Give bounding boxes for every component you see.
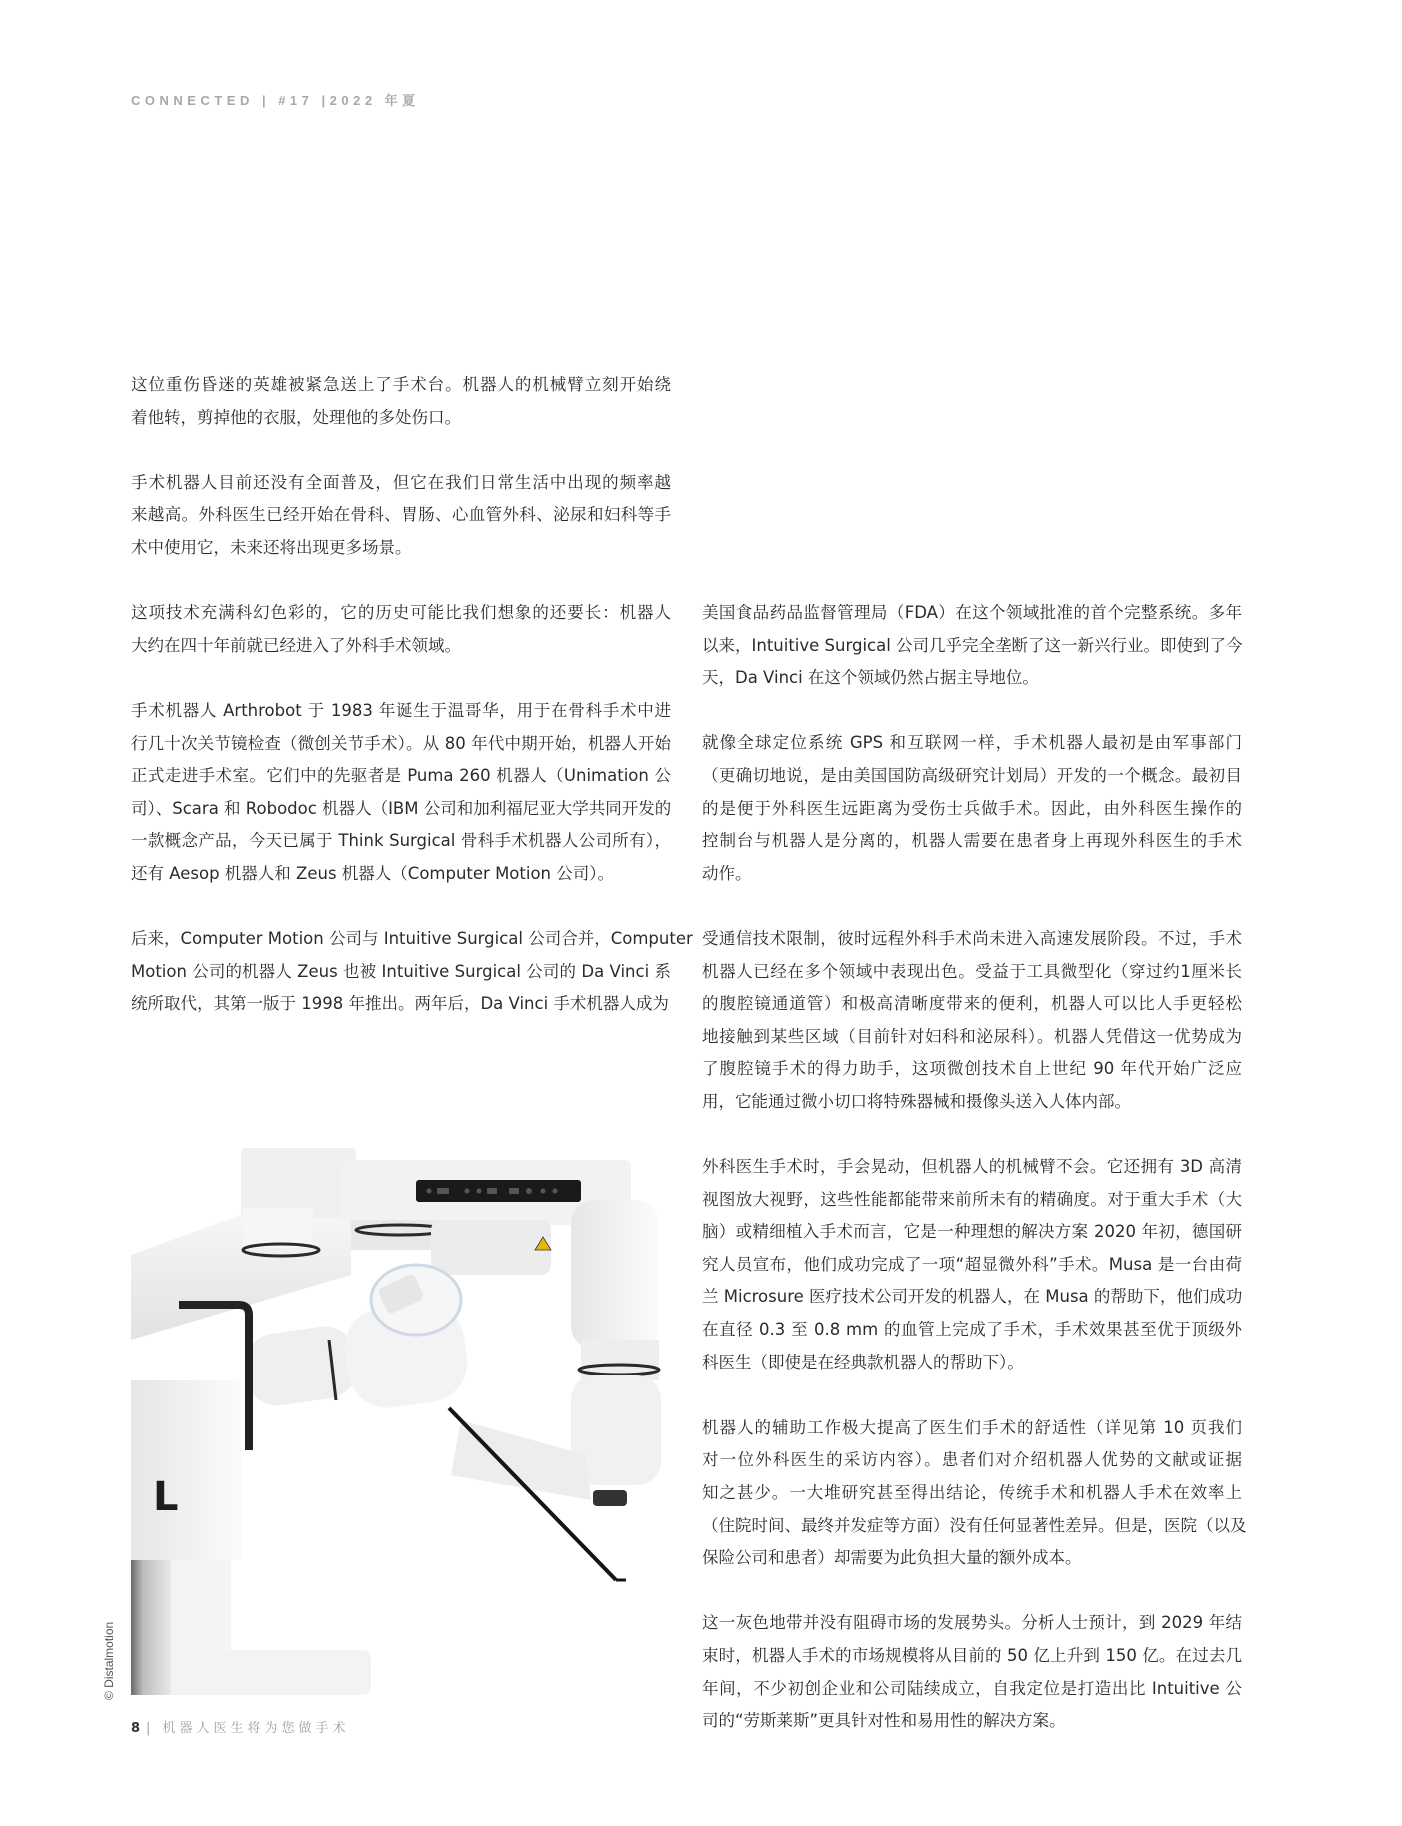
text-line: 机器人已经在多个领域中表现出色。受益于工具微型化（穿过约1厘米长: [702, 961, 1242, 981]
text-line: 大约在四十年前就已经进入了外科手术领域。: [131, 635, 461, 655]
left-column: [131, 369, 693, 1053]
text-line: 地接触到某些区域（目前针对妇科和泌尿科）。机器人凭借这一优势成为: [702, 1026, 1242, 1046]
paragraph: [131, 923, 693, 1021]
text-line: Motion 公司的机器人 Zeus 也被 Intuitive Surgical 公司的 Da Vinci 系: [131, 961, 671, 981]
text-line: 这项技术充满科幻色彩的，它的历史可能比我们想象的还要长：机器人: [131, 603, 671, 623]
paragraph: [702, 1607, 1242, 1737]
text-line: 了腹腔镜手术的得力助手，这项微创技术自上世纪 90 年代开始广泛应: [702, 1059, 1242, 1079]
text-line: （住院时间、最终并发症等方面）没有任何显著性差异。但是，医院（以及: [702, 1515, 1247, 1535]
paragraph: [702, 1151, 1242, 1379]
text-line: 术中使用它，未来还将出现更多场景。: [131, 537, 412, 557]
text-line: 用，它能通过微小切口将特殊器械和摄像头送入人体内部。: [702, 1091, 1131, 1111]
photo-credit: © Distalmotion: [102, 1621, 116, 1700]
text-line: 对一位外科医生的采访内容）。患者们对介绍机器人优势的文献或证据: [702, 1450, 1242, 1470]
text-line: 受通信技术限制，彼时远程外科手术尚未进入高速发展阶段。不过，手术: [702, 928, 1242, 948]
text-line: 司的“劳斯莱斯”更具针对性和易用性的解决方案。: [702, 1711, 1066, 1731]
section-title: 机器人医生将为您做手术: [162, 1721, 350, 1736]
text-line: 就像全球定位系统 GPS 和互联网一样，手术机器人最初是由军事部门: [702, 733, 1242, 753]
text-line: 在直径 0.3 至 0.8 mm 的血管上完成了手术，手术效果甚至优于顶级外: [702, 1320, 1242, 1340]
text-line: 科医生（即使是在经典款机器人的帮助下）。: [702, 1352, 1024, 1372]
text-line: 还有 Aesop 机器人和 Zeus 机器人（Computer Motion 公司）。: [131, 863, 615, 883]
text-line: 来越高。外科医生已经开始在骨科、胃肠、心血管外科、泌尿和妇科等手: [131, 505, 671, 525]
paragraph: [131, 695, 671, 891]
text-line: 以来，Intuitive Surgical 公司几乎完全垄断了这一新兴行业。即使到了今: [702, 635, 1243, 655]
footer-separator: |: [146, 1721, 155, 1736]
text-line: 一款概念产品，今天已属于 Think Surgical 骨科手术机器人公司所有），: [131, 831, 671, 851]
page-number: 8: [131, 1721, 141, 1736]
text-line: （更确切地说，是由美国国防高级研究计划局）开发的一个概念。最初目: [702, 765, 1242, 785]
text-line: 美国食品药品监督管理局（FDA）在这个领域批准的首个完整系统。多年: [702, 603, 1242, 622]
running-header: CONNECTED | #17 |2022 年夏: [131, 93, 420, 108]
arm-label-L: L: [153, 1474, 179, 1520]
text-line: 后来，Computer Motion 公司与 Intuitive Surgical 公司合并，Computer: [131, 929, 693, 949]
text-line: 究人员宣布，他们成功完成了一项“超显微外科”手术。Musa 是一台由荷: [702, 1254, 1242, 1274]
text-line: 的是便于外科医生远距离为受伤士兵做手术。因此，由外科医生操作的: [702, 798, 1242, 818]
text-line: 行几十次关节镜检查（微创关节手术）。从 80 年代中期开始，机器人开始: [131, 733, 671, 753]
robot-photo: [131, 1090, 671, 1695]
right-column: [702, 597, 1247, 1770]
paragraph: [702, 597, 1242, 695]
text-line: 年间，不少初创企业和公司陆续成立，自我定位是打造出比 Intuitive 公: [702, 1678, 1242, 1698]
text-line: 正式走进手术室。它们中的先驱者是 Puma 260 机器人（Unimation 公: [131, 766, 671, 786]
surgical-robot-illustration: [131, 1090, 671, 1695]
text-line: 手术机器人 Arthrobot 于 1983 年诞生于温哥华，用于在骨科手术中进: [131, 700, 671, 720]
paragraph: [702, 1412, 1247, 1575]
paragraph: [131, 369, 671, 434]
text-line: 天，Da Vinci 在这个领域仍然占据主导地位。: [702, 668, 1039, 688]
text-line: 控制台与机器人是分离的，机器人需要在患者身上再现外科医生的手术: [702, 831, 1242, 851]
text-line: 脑）或精细植入手术而言，它是一种理想的解决方案 2020 年初，德国研: [702, 1222, 1242, 1242]
text-line: 机器人的辅助工作极大提高了医生们手术的舒适性（详见第 10 页我们: [702, 1417, 1242, 1437]
text-line: 知之甚少。一大堆研究甚至得出结论，传统手术和机器人手术在效率上: [702, 1483, 1242, 1503]
text-line: 这位重伤昏迷的英雄被紧急送上了手术台。机器人的机械臂立刻开始绕: [131, 375, 671, 394]
text-line: 统所取代，其第一版于 1998 年推出。两年后，Da Vinci 手术机器人成为: [131, 994, 669, 1014]
text-line: 视图放大视野，这些性能都能带来前所未有的精确度。对于重大手术（大: [702, 1189, 1242, 1209]
text-line: 束时，机器人手术的市场规模将从目前的 50 亿上升到 150 亿。在过去几: [702, 1646, 1242, 1665]
text-line: 保险公司和患者）却需要为此负担大量的额外成本。: [702, 1548, 1082, 1568]
text-line: 司）、Scara 和 Robodoc 机器人（IBM 公司和加利福尼亚大学共同开发的: [131, 798, 672, 818]
text-line: 兰 Microsure 医疗技术公司开发的机器人，在 Musa 的帮助下，他们成功: [702, 1287, 1243, 1307]
text-line: 的腹腔镜通道管）和极高清晰度带来的便利，机器人可以比人手更轻松: [702, 994, 1242, 1014]
text-line: 动作。: [702, 863, 752, 883]
text-line: 这一灰色地带并没有阻碍市场的发展势头。分析人士预计，到 2029 年结: [702, 1613, 1242, 1633]
paragraph: [131, 597, 671, 662]
paragraph: [702, 727, 1242, 890]
paragraph: [131, 467, 671, 565]
paragraph: [702, 923, 1242, 1119]
text-line: 外科医生手术时，手会晃动，但机器人的机械臂不会。它还拥有 3D 高清: [702, 1157, 1242, 1177]
text-line: 手术机器人目前还没有全面普及，但它在我们日常生活中出现的频率越: [131, 472, 671, 492]
text-line: 着他转，剪掉他的衣服，处理他的多处伤口。: [131, 407, 461, 427]
page-footer: [131, 1717, 349, 1736]
